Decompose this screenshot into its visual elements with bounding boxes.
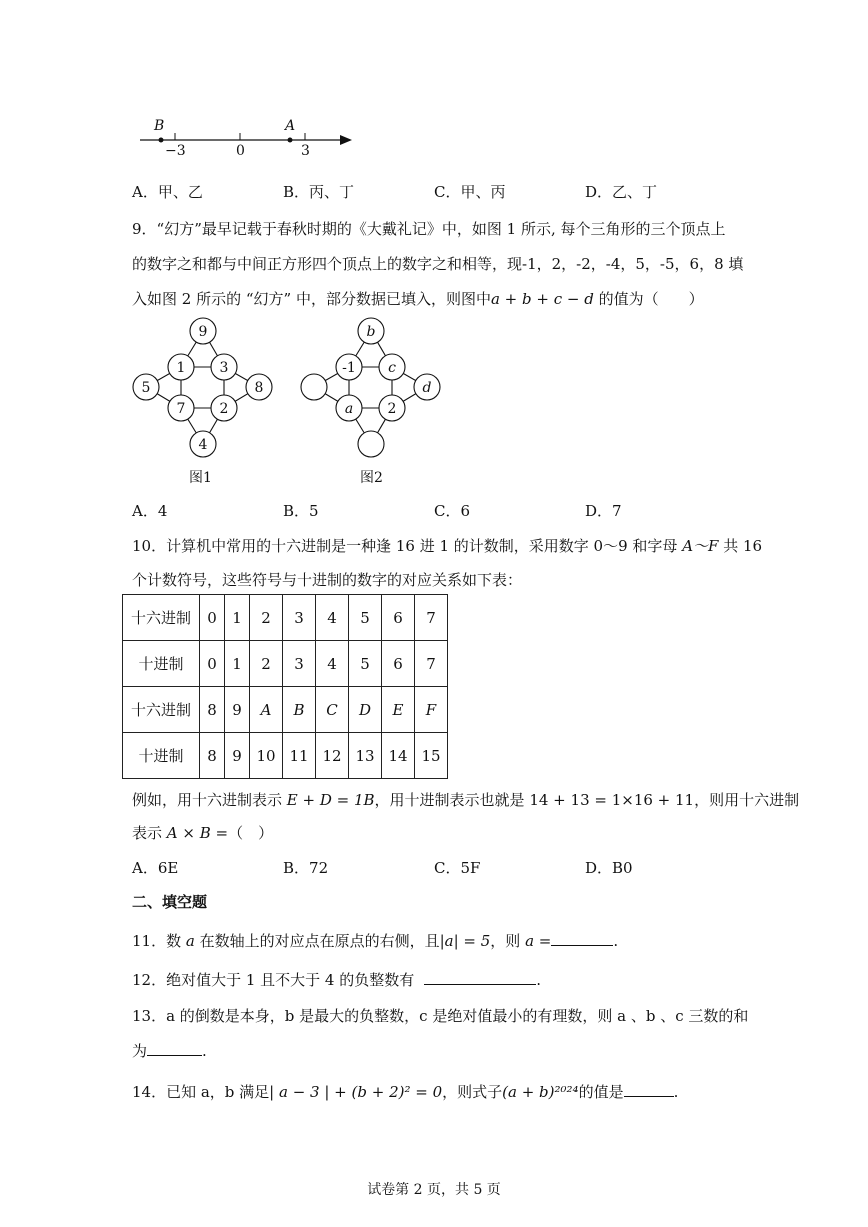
q11-text: 11．数 bbox=[132, 932, 186, 950]
q11-text-2: 在数轴上的对应点在原点的右侧，且 bbox=[194, 932, 440, 950]
hex-decimal-table bbox=[122, 594, 448, 779]
q14-text-3: 的值是 bbox=[578, 1083, 624, 1101]
q8-option-b[interactable]: B．丙、丁 bbox=[283, 183, 355, 201]
point-b-dot bbox=[159, 138, 164, 143]
q9-option-b[interactable]: B．5 bbox=[283, 502, 319, 520]
q10-example-text: 例如，用十六进制表示 bbox=[132, 791, 287, 809]
q13-text: 为 bbox=[132, 1042, 148, 1060]
table-cell: 7 bbox=[415, 595, 448, 641]
fig2-caption: 图2 bbox=[360, 470, 383, 486]
fig2-right-value: d bbox=[422, 380, 432, 396]
q14-period: . bbox=[673, 1083, 679, 1101]
table-cell: 十六进制 bbox=[123, 687, 200, 733]
table-cell: F bbox=[415, 687, 448, 733]
magic-square-figure-2 bbox=[296, 312, 446, 472]
q8-option-d[interactable]: D．乙、丁 bbox=[585, 183, 658, 201]
fig1-left-value: 5 bbox=[141, 380, 151, 396]
table-cell: 15 bbox=[415, 733, 448, 779]
table-cell: 9 bbox=[225, 687, 250, 733]
table-row bbox=[123, 595, 448, 641]
q10-example-text-3: ，则用十六进制 bbox=[694, 791, 800, 809]
q9-option-c[interactable]: C．6 bbox=[434, 502, 471, 520]
table-cell: 6 bbox=[382, 641, 415, 687]
table-cell: 0 bbox=[200, 641, 225, 687]
table-row bbox=[123, 641, 448, 687]
table-cell: 0 bbox=[200, 595, 225, 641]
table-cell: E bbox=[382, 687, 415, 733]
fig2-top-value: b bbox=[366, 324, 376, 340]
q10-line1 bbox=[132, 535, 762, 556]
q10-letter-range: A～F bbox=[682, 537, 719, 555]
q14-condition-expr: | a − 3 | + (b + 2)² = 0 bbox=[269, 1083, 443, 1101]
q14-line bbox=[132, 1081, 678, 1102]
table-cell: A bbox=[250, 687, 283, 733]
fig2-upper-left-value: -1 bbox=[342, 360, 356, 376]
q11-line bbox=[132, 930, 618, 951]
fig2-lower-left-value: a bbox=[344, 401, 354, 417]
fig1-bottom-value: 4 bbox=[198, 437, 208, 453]
q14-text-2: ，则式子 bbox=[442, 1083, 503, 1101]
point-a-dot bbox=[288, 138, 293, 143]
q9-line1: 9．“幻方”最早记载于春秋时期的《大戴礼记》中，如图 1 所示, 每个三角形的三个顶点上 bbox=[132, 220, 726, 238]
q8-option-c[interactable]: C．甲、丙 bbox=[434, 183, 506, 201]
q10-option-c[interactable]: C．5F bbox=[434, 859, 481, 877]
fig1-upper-right-value: 3 bbox=[219, 360, 229, 376]
table-cell: 4 bbox=[316, 641, 349, 687]
q12-period: . bbox=[536, 971, 542, 989]
table-cell: 12 bbox=[316, 733, 349, 779]
point-b-label: B bbox=[154, 118, 165, 134]
table-cell: 5 bbox=[349, 641, 382, 687]
q11-text-3: ，则 bbox=[490, 932, 526, 950]
fig2-lower-right-value: 2 bbox=[387, 401, 397, 417]
q11-answer-lhs: a = bbox=[525, 932, 552, 950]
q9-option-a[interactable]: A．4 bbox=[132, 502, 168, 520]
fig1-caption: 图1 bbox=[189, 470, 212, 486]
q10-example-line bbox=[132, 789, 799, 810]
q8-option-a[interactable]: A．甲、乙 bbox=[132, 183, 203, 201]
tick-label-3: 3 bbox=[301, 143, 310, 159]
q10-example-text-2: ，用十进制表示也就是 bbox=[374, 791, 530, 809]
q12-line bbox=[132, 969, 541, 990]
section-heading-fill-in: 二、填空题 bbox=[132, 893, 208, 911]
table-row bbox=[123, 687, 448, 733]
fig1-lower-left-value: 7 bbox=[176, 401, 186, 417]
q11-var: a bbox=[185, 932, 195, 950]
fig2-upper-right-value: c bbox=[388, 360, 396, 376]
q9-line3 bbox=[132, 288, 704, 309]
table-cell: 13 bbox=[349, 733, 382, 779]
fig1-top-value: 9 bbox=[198, 324, 208, 340]
table-cell: 11 bbox=[283, 733, 316, 779]
q10-line4-text: 表示 bbox=[132, 824, 167, 842]
fig1-lower-right-value: 2 bbox=[219, 401, 229, 417]
q9-line3-end: 的值为（ ） bbox=[593, 290, 704, 308]
table-cell: 14 bbox=[382, 733, 415, 779]
table-cell: 十进制 bbox=[123, 733, 200, 779]
table-row bbox=[123, 733, 448, 779]
q10-example-expr-dec: 14 + 13 = 1×16 + 11 bbox=[529, 791, 695, 809]
table-cell: 2 bbox=[250, 595, 283, 641]
q11-period: . bbox=[613, 932, 619, 950]
q11-answer-blank[interactable] bbox=[551, 931, 613, 946]
q10-option-a[interactable]: A．6E bbox=[132, 859, 179, 877]
table-cell: 1 bbox=[225, 595, 250, 641]
q12-answer-blank[interactable] bbox=[424, 970, 536, 985]
q13-line1: 13．a 的倒数是本身，b 是最大的负整数，c 是绝对值最小的有理数，则 a 、b 、c 三数的和 bbox=[132, 1007, 749, 1025]
q12-text: 12．绝对值大于 1 且不大于 4 的负整数有 bbox=[132, 971, 415, 989]
point-a-label: A bbox=[285, 118, 296, 134]
q10-question-expr: A × B = bbox=[166, 824, 229, 842]
table-cell: 10 bbox=[250, 733, 283, 779]
table-cell: B bbox=[283, 687, 316, 733]
fig1-upper-left-value: 1 bbox=[176, 360, 186, 376]
q14-power-expr: (a + b)²⁰²⁴ bbox=[502, 1083, 579, 1101]
table-cell: 2 bbox=[250, 641, 283, 687]
table-cell: 7 bbox=[415, 641, 448, 687]
tick-label-neg3: −3 bbox=[165, 143, 186, 159]
table-cell: 3 bbox=[283, 641, 316, 687]
page-footer: 试卷第 2 页，共 5 页 bbox=[367, 1182, 501, 1198]
q10-line1-text: 10．计算机中常用的十六进制是一种逢 16 进 1 的计数制，采用数字 0～9 和字母 bbox=[132, 537, 683, 555]
table-cell: 6 bbox=[382, 595, 415, 641]
table-cell: 1 bbox=[225, 641, 250, 687]
table-cell: C bbox=[316, 687, 349, 733]
q11-abs-expr: |a| = 5 bbox=[439, 932, 491, 950]
q9-line3-text: 入如图 2 所示的 “幻方” 中，部分数据已填入，则图中 bbox=[132, 290, 491, 308]
q13-period: . bbox=[202, 1042, 207, 1060]
q10-line4 bbox=[132, 822, 273, 843]
q9-option-d[interactable]: D．7 bbox=[585, 502, 622, 520]
magic-square-figure-1 bbox=[128, 312, 278, 472]
table-cell: 8 bbox=[200, 687, 225, 733]
q13-line2 bbox=[132, 1040, 207, 1061]
q10-line4-paren: （ ） bbox=[228, 824, 274, 842]
table-cell: 5 bbox=[349, 595, 382, 641]
q10-example-expr-hex: E + D = 1B bbox=[286, 791, 375, 809]
q10-line2: 个计数符号，这些符号与十进制的数字的对应关系如下表： bbox=[132, 571, 523, 589]
fig1-right-value: 8 bbox=[254, 380, 264, 396]
q13-answer-blank[interactable] bbox=[147, 1041, 202, 1056]
tick-label-0: 0 bbox=[236, 143, 245, 159]
q14-text: 14．已知 a，b 满足 bbox=[132, 1083, 270, 1101]
table-cell: 3 bbox=[283, 595, 316, 641]
q14-answer-blank[interactable] bbox=[624, 1082, 674, 1097]
table-cell: 十进制 bbox=[123, 641, 200, 687]
q10-option-d[interactable]: D．B0 bbox=[585, 859, 633, 877]
table-cell: 9 bbox=[225, 733, 250, 779]
table-cell: D bbox=[349, 687, 382, 733]
table-cell: 十六进制 bbox=[123, 595, 200, 641]
table-cell: 4 bbox=[316, 595, 349, 641]
q9-line2: 的数字之和都与中间正方形四个顶点上的数字之和相等，现-1，2，-2，-4，5，-5，6，8 填 bbox=[132, 255, 744, 273]
q9-expression: a + b + c − d bbox=[490, 290, 594, 308]
table-cell: 8 bbox=[200, 733, 225, 779]
q10-option-b[interactable]: B．72 bbox=[283, 859, 329, 877]
q10-line1-end: 共 16 bbox=[718, 537, 763, 555]
